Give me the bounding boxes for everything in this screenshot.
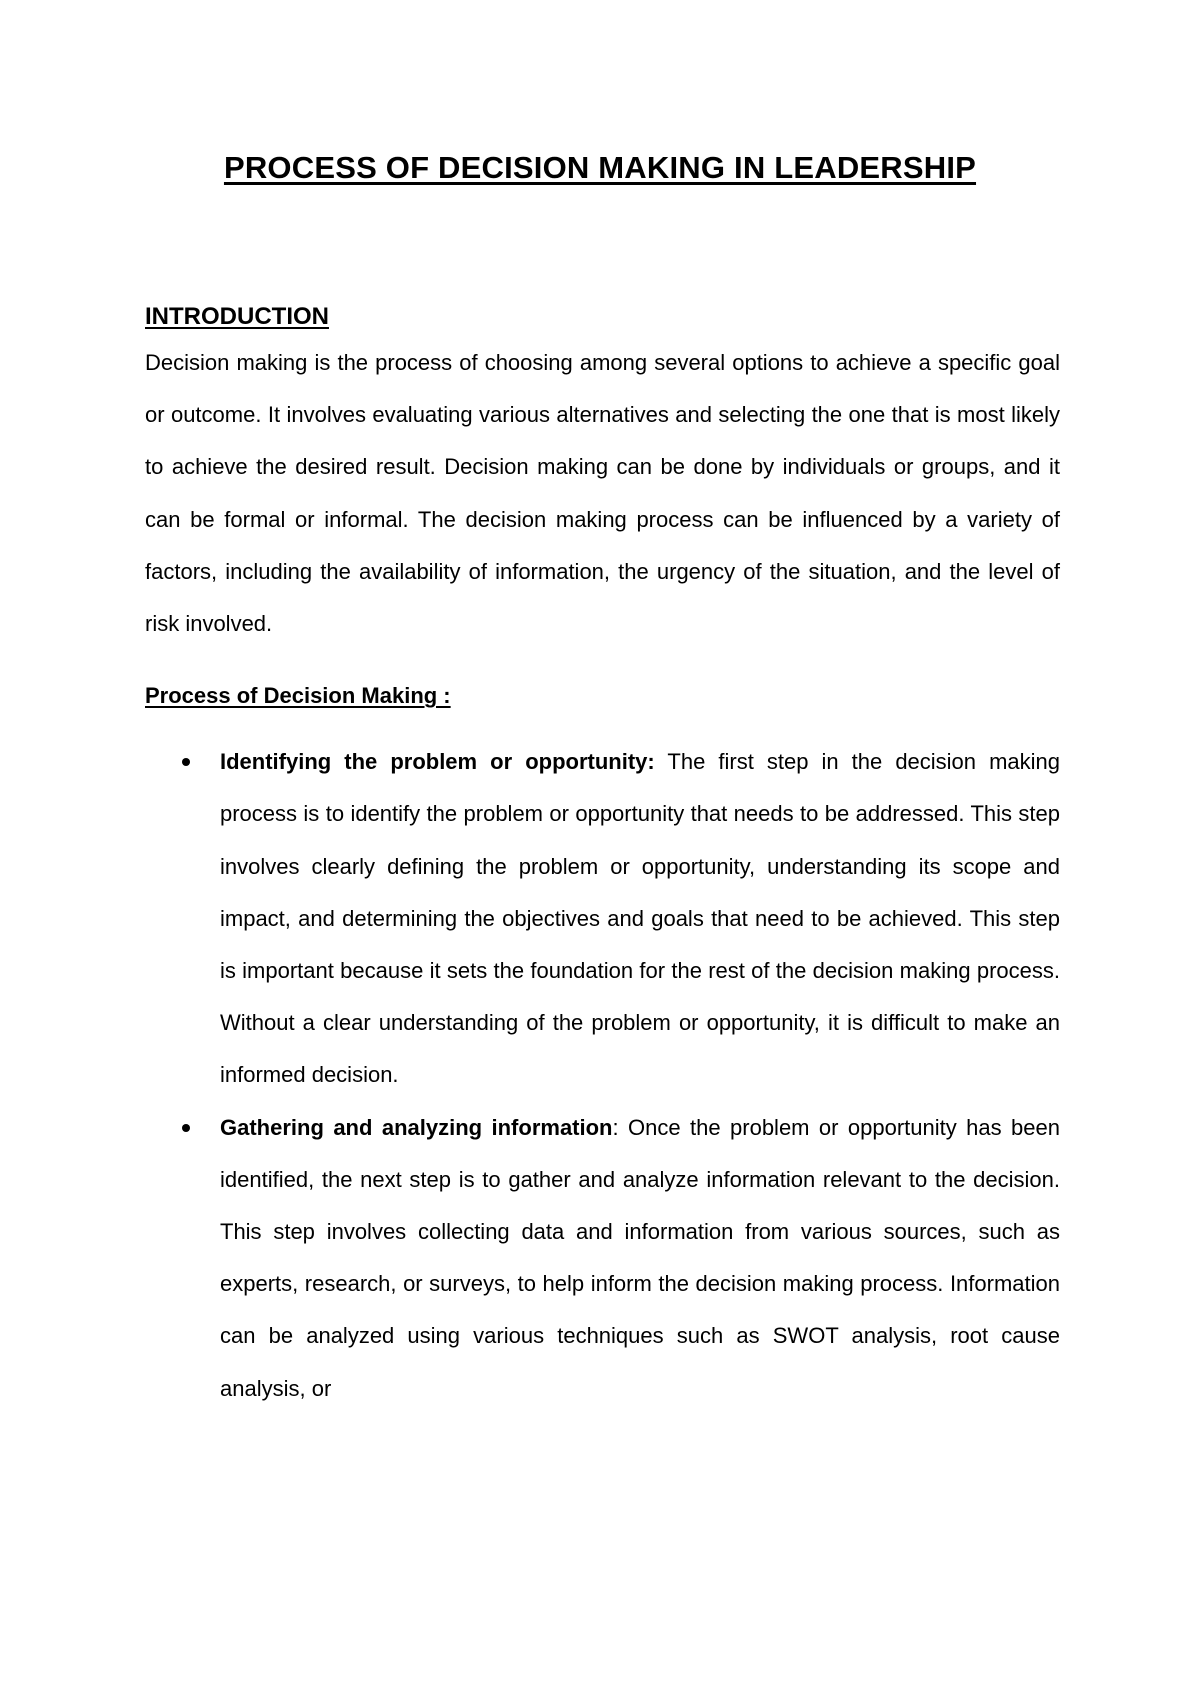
step-label: Identifying the problem or opportunity: bbox=[220, 749, 655, 775]
list-item bbox=[145, 1102, 1060, 1415]
bullet-icon bbox=[182, 1124, 190, 1132]
step-label: Gathering and analyzing information bbox=[220, 1114, 613, 1140]
introduction-paragraph: Decision making is the process of choosing among several options to achieve a specific goal or outcome. It involves evaluating various alternatives and selecting the one that is most likely to achieve the desired result. Decision making can be done by individuals or groups, and it can be formal or informal. The decision making process can be influenced by a variety of factors, including the availability of information, the urgency of the situation, and the level of risk involved. bbox=[145, 350, 1060, 637]
process-heading: Process of Decision Making : bbox=[145, 683, 451, 709]
introduction-heading: INTRODUCTION bbox=[145, 303, 329, 330]
step-text: The first step in the decision making process is to identify the problem or opportunity that needs to be addressed. This step involves clearly defining the problem or opportunity, understanding its scope and impact, and determining the objectives and goals that need to be achieved. This step is important because it sets the foundation for the rest of the decision making process. Without a clear understanding of the problem or opportunity, it is difficult to make an informed decision. bbox=[220, 749, 1061, 1088]
document-body bbox=[145, 297, 1060, 1415]
document-title: PROCESS OF DECISION MAKING IN LEADERSHIP bbox=[223, 150, 977, 185]
list-item bbox=[145, 736, 1060, 1101]
process-steps-list bbox=[145, 736, 1060, 1415]
bullet-icon bbox=[182, 758, 190, 766]
step-text: : Once the problem or opportunity has been identified, the next step is to gather and analyze information relevant to the decision. This step involves collecting data and information from various sources, such as experts, research, or surveys, to help inform the decision making process. Information can be analyzed using various techniques such as SWOT analysis, root cause analysis, or bbox=[220, 1114, 1060, 1401]
